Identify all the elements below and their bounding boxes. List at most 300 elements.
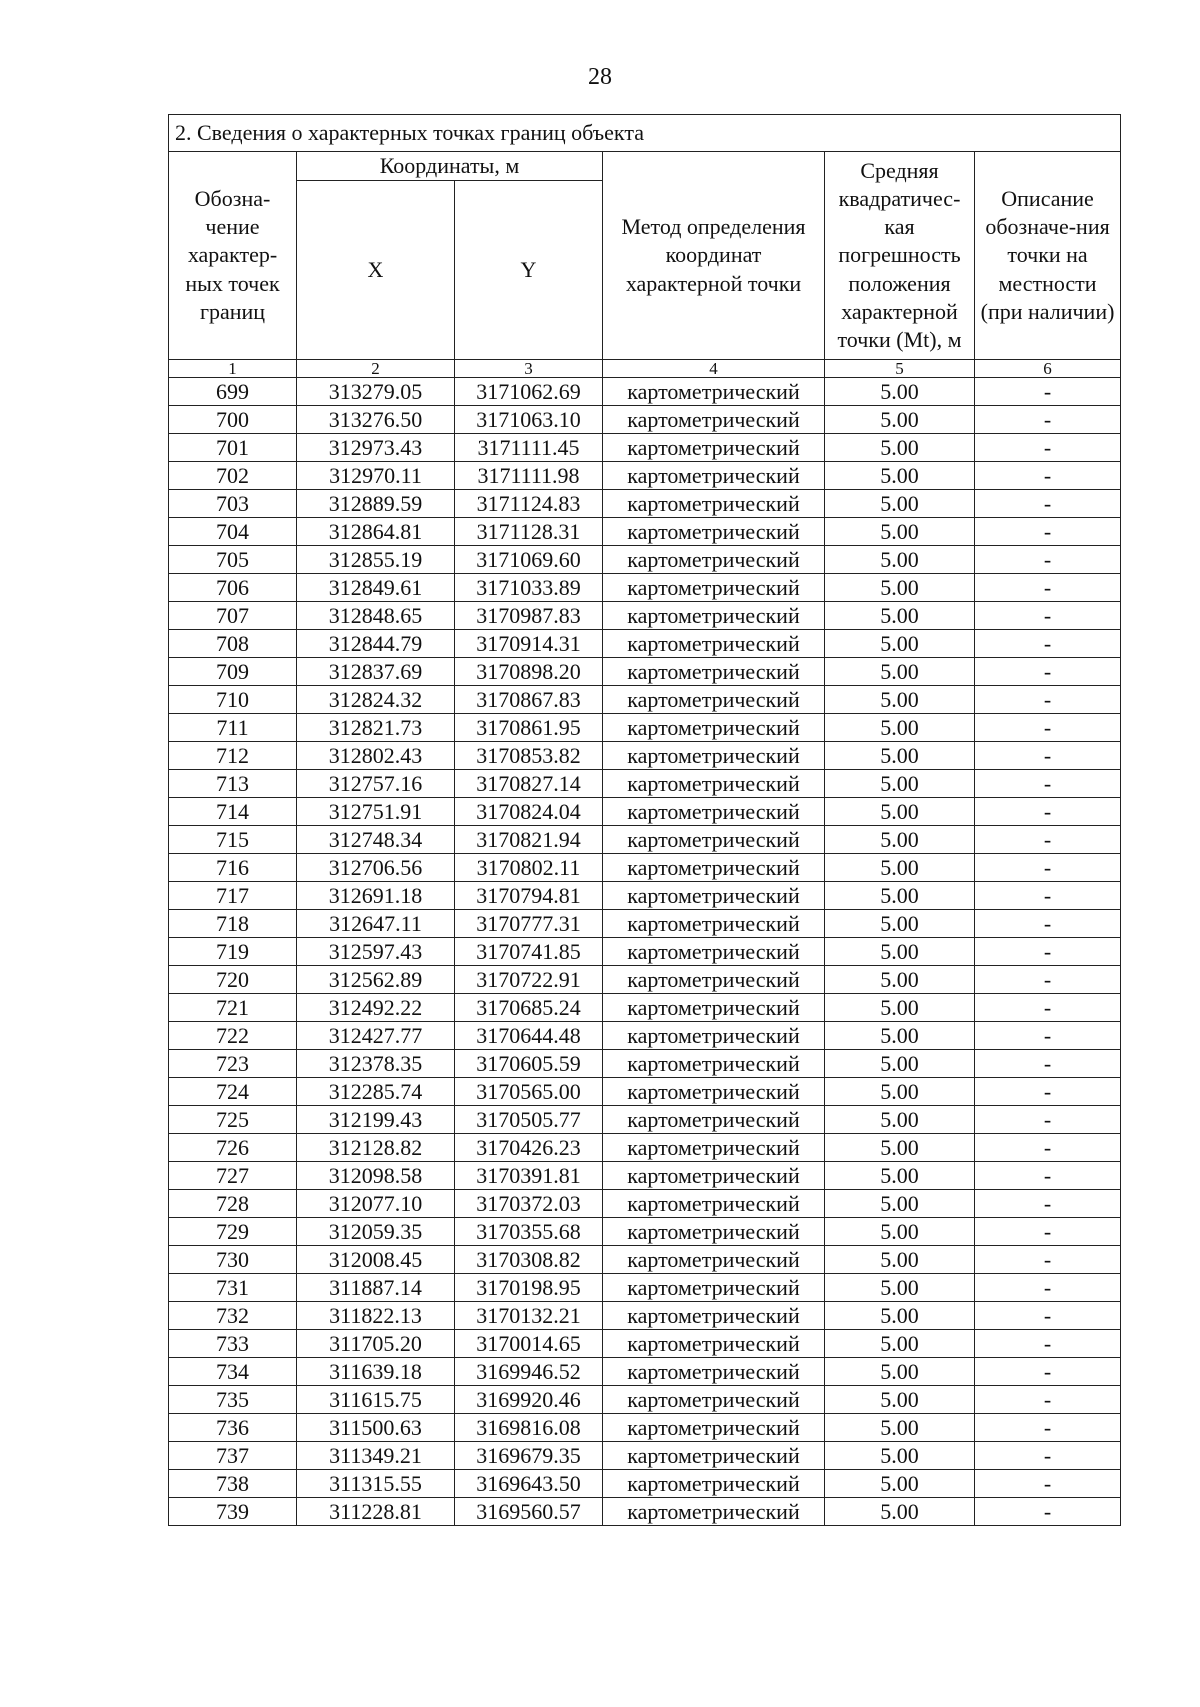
accuracy-cell: 5.00 xyxy=(825,1386,975,1414)
table-row xyxy=(169,1050,1121,1078)
y-coordinate-cell: 3170644.48 xyxy=(455,1022,603,1050)
section-title: 2. Сведения о характерных точках границ объекта xyxy=(169,115,1121,152)
method-cell: картометрический xyxy=(603,742,825,770)
table-row xyxy=(169,1414,1121,1442)
point-cell: 702 xyxy=(169,462,297,490)
description-cell: - xyxy=(975,462,1121,490)
method-cell: картометрический xyxy=(603,686,825,714)
accuracy-cell: 5.00 xyxy=(825,1442,975,1470)
y-coordinate-cell: 3170565.00 xyxy=(455,1078,603,1106)
table-row xyxy=(169,826,1121,854)
description-cell: - xyxy=(975,546,1121,574)
accuracy-cell: 5.00 xyxy=(825,1162,975,1190)
method-cell: картометрический xyxy=(603,1302,825,1330)
description-cell: - xyxy=(975,1386,1121,1414)
table-row xyxy=(169,882,1121,910)
accuracy-cell: 5.00 xyxy=(825,546,975,574)
point-cell: 713 xyxy=(169,770,297,798)
accuracy-cell: 5.00 xyxy=(825,406,975,434)
y-coordinate-cell: 3169643.50 xyxy=(455,1470,603,1498)
y-coordinate-cell: 3170821.94 xyxy=(455,826,603,854)
y-coordinate-cell: 3170014.65 xyxy=(455,1330,603,1358)
method-cell: картометрический xyxy=(603,658,825,686)
method-cell: картометрический xyxy=(603,1442,825,1470)
accuracy-cell: 5.00 xyxy=(825,1498,975,1526)
column-numbers-row xyxy=(169,360,1121,378)
accuracy-cell: 5.00 xyxy=(825,826,975,854)
method-cell: картометрический xyxy=(603,826,825,854)
point-cell: 731 xyxy=(169,1274,297,1302)
accuracy-cell: 5.00 xyxy=(825,602,975,630)
description-cell: - xyxy=(975,798,1121,826)
accuracy-cell: 5.00 xyxy=(825,1330,975,1358)
accuracy-cell: 5.00 xyxy=(825,1022,975,1050)
point-cell: 736 xyxy=(169,1414,297,1442)
point-cell: 735 xyxy=(169,1386,297,1414)
method-cell: картометрический xyxy=(603,546,825,574)
y-coordinate-cell: 3171033.89 xyxy=(455,574,603,602)
point-cell: 699 xyxy=(169,378,297,406)
table-row xyxy=(169,658,1121,686)
x-coordinate-cell: 312748.34 xyxy=(297,826,455,854)
x-coordinate-cell: 312378.35 xyxy=(297,1050,455,1078)
method-cell: картометрический xyxy=(603,714,825,742)
x-coordinate-cell: 311615.75 xyxy=(297,1386,455,1414)
point-cell: 711 xyxy=(169,714,297,742)
x-coordinate-cell: 312059.35 xyxy=(297,1218,455,1246)
method-cell: картометрический xyxy=(603,630,825,658)
point-cell: 739 xyxy=(169,1498,297,1526)
point-cell: 733 xyxy=(169,1330,297,1358)
description-cell: - xyxy=(975,1442,1121,1470)
accuracy-cell: 5.00 xyxy=(825,1274,975,1302)
table-row xyxy=(169,1162,1121,1190)
column-number: 1 xyxy=(169,360,297,378)
method-cell: картометрический xyxy=(603,378,825,406)
point-cell: 738 xyxy=(169,1470,297,1498)
x-coordinate-cell: 311349.21 xyxy=(297,1442,455,1470)
x-coordinate-cell: 312824.32 xyxy=(297,686,455,714)
description-cell: - xyxy=(975,714,1121,742)
description-cell: - xyxy=(975,490,1121,518)
point-cell: 705 xyxy=(169,546,297,574)
x-coordinate-cell: 312427.77 xyxy=(297,1022,455,1050)
table-row xyxy=(169,490,1121,518)
table-row xyxy=(169,1358,1121,1386)
x-coordinate-cell: 312492.22 xyxy=(297,994,455,1022)
x-coordinate-cell: 312098.58 xyxy=(297,1162,455,1190)
y-coordinate-cell: 3170685.24 xyxy=(455,994,603,1022)
y-coordinate-cell: 3170861.95 xyxy=(455,714,603,742)
x-coordinate-cell: 312757.16 xyxy=(297,770,455,798)
x-coordinate-cell: 312849.61 xyxy=(297,574,455,602)
description-cell: - xyxy=(975,938,1121,966)
point-cell: 706 xyxy=(169,574,297,602)
accuracy-cell: 5.00 xyxy=(825,1302,975,1330)
boundary-points-table xyxy=(168,114,1121,1526)
y-coordinate-cell: 3171111.45 xyxy=(455,434,603,462)
header-description: Описание обозначе-ния точки на местности (при наличии) xyxy=(975,152,1121,360)
table-row xyxy=(169,714,1121,742)
method-cell: картометрический xyxy=(603,938,825,966)
accuracy-cell: 5.00 xyxy=(825,1218,975,1246)
point-cell: 728 xyxy=(169,1190,297,1218)
x-coordinate-cell: 311887.14 xyxy=(297,1274,455,1302)
description-cell: - xyxy=(975,1218,1121,1246)
column-number: 3 xyxy=(455,360,603,378)
description-cell: - xyxy=(975,994,1121,1022)
accuracy-cell: 5.00 xyxy=(825,854,975,882)
description-cell: - xyxy=(975,742,1121,770)
y-coordinate-cell: 3171063.10 xyxy=(455,406,603,434)
x-coordinate-cell: 312855.19 xyxy=(297,546,455,574)
header-y: Y xyxy=(455,181,603,360)
x-coordinate-cell: 312837.69 xyxy=(297,658,455,686)
x-coordinate-cell: 312008.45 xyxy=(297,1246,455,1274)
accuracy-cell: 5.00 xyxy=(825,1106,975,1134)
y-coordinate-cell: 3170372.03 xyxy=(455,1190,603,1218)
point-cell: 726 xyxy=(169,1134,297,1162)
point-cell: 720 xyxy=(169,966,297,994)
header-row xyxy=(169,152,1121,181)
table-row xyxy=(169,1134,1121,1162)
accuracy-cell: 5.00 xyxy=(825,434,975,462)
accuracy-cell: 5.00 xyxy=(825,714,975,742)
method-cell: картометрический xyxy=(603,490,825,518)
header-x: X xyxy=(297,181,455,360)
description-cell: - xyxy=(975,630,1121,658)
table-row xyxy=(169,910,1121,938)
table-row xyxy=(169,518,1121,546)
x-coordinate-cell: 312802.43 xyxy=(297,742,455,770)
method-cell: картометрический xyxy=(603,1190,825,1218)
point-cell: 729 xyxy=(169,1218,297,1246)
point-cell: 712 xyxy=(169,742,297,770)
method-cell: картометрический xyxy=(603,770,825,798)
y-coordinate-cell: 3171124.83 xyxy=(455,490,603,518)
point-cell: 710 xyxy=(169,686,297,714)
y-coordinate-cell: 3170987.83 xyxy=(455,602,603,630)
header-method: Метод определения координат характерной точки xyxy=(603,152,825,360)
accuracy-cell: 5.00 xyxy=(825,1134,975,1162)
table-row xyxy=(169,1218,1121,1246)
header-coordinates: Координаты, м xyxy=(297,152,603,181)
point-cell: 727 xyxy=(169,1162,297,1190)
table-row xyxy=(169,1498,1121,1526)
method-cell: картометрический xyxy=(603,1078,825,1106)
description-cell: - xyxy=(975,1498,1121,1526)
point-cell: 724 xyxy=(169,1078,297,1106)
accuracy-cell: 5.00 xyxy=(825,378,975,406)
description-cell: - xyxy=(975,406,1121,434)
method-cell: картометрический xyxy=(603,1022,825,1050)
x-coordinate-cell: 311315.55 xyxy=(297,1470,455,1498)
x-coordinate-cell: 311705.20 xyxy=(297,1330,455,1358)
point-cell: 701 xyxy=(169,434,297,462)
table-row xyxy=(169,462,1121,490)
table-row xyxy=(169,770,1121,798)
y-coordinate-cell: 3170198.95 xyxy=(455,1274,603,1302)
point-cell: 716 xyxy=(169,854,297,882)
point-cell: 715 xyxy=(169,826,297,854)
description-cell: - xyxy=(975,574,1121,602)
point-cell: 723 xyxy=(169,1050,297,1078)
method-cell: картометрический xyxy=(603,462,825,490)
x-coordinate-cell: 312647.11 xyxy=(297,910,455,938)
accuracy-cell: 5.00 xyxy=(825,910,975,938)
y-coordinate-cell: 3171062.69 xyxy=(455,378,603,406)
x-coordinate-cell: 312970.11 xyxy=(297,462,455,490)
accuracy-cell: 5.00 xyxy=(825,770,975,798)
x-coordinate-cell: 312128.82 xyxy=(297,1134,455,1162)
description-cell: - xyxy=(975,966,1121,994)
accuracy-cell: 5.00 xyxy=(825,518,975,546)
table-row xyxy=(169,1106,1121,1134)
header-designation: Обозна-чение характер-ных точек границ xyxy=(169,152,297,360)
table-row xyxy=(169,1302,1121,1330)
column-number: 4 xyxy=(603,360,825,378)
table-row xyxy=(169,1470,1121,1498)
method-cell: картометрический xyxy=(603,434,825,462)
description-cell: - xyxy=(975,1078,1121,1106)
method-cell: картометрический xyxy=(603,1162,825,1190)
point-cell: 721 xyxy=(169,994,297,1022)
x-coordinate-cell: 311822.13 xyxy=(297,1302,455,1330)
table-row xyxy=(169,1274,1121,1302)
table-row xyxy=(169,1078,1121,1106)
x-coordinate-cell: 312821.73 xyxy=(297,714,455,742)
description-cell: - xyxy=(975,1106,1121,1134)
point-cell: 700 xyxy=(169,406,297,434)
description-cell: - xyxy=(975,1246,1121,1274)
method-cell: картометрический xyxy=(603,602,825,630)
method-cell: картометрический xyxy=(603,1218,825,1246)
method-cell: картометрический xyxy=(603,1050,825,1078)
accuracy-cell: 5.00 xyxy=(825,882,975,910)
y-coordinate-cell: 3170391.81 xyxy=(455,1162,603,1190)
description-cell: - xyxy=(975,1022,1121,1050)
method-cell: картометрический xyxy=(603,1274,825,1302)
point-cell: 719 xyxy=(169,938,297,966)
method-cell: картометрический xyxy=(603,854,825,882)
x-coordinate-cell: 312597.43 xyxy=(297,938,455,966)
y-coordinate-cell: 3170355.68 xyxy=(455,1218,603,1246)
method-cell: картометрический xyxy=(603,518,825,546)
y-coordinate-cell: 3169946.52 xyxy=(455,1358,603,1386)
point-cell: 722 xyxy=(169,1022,297,1050)
description-cell: - xyxy=(975,826,1121,854)
point-cell: 714 xyxy=(169,798,297,826)
table-row xyxy=(169,574,1121,602)
description-cell: - xyxy=(975,1162,1121,1190)
description-cell: - xyxy=(975,434,1121,462)
description-cell: - xyxy=(975,1190,1121,1218)
table-row xyxy=(169,994,1121,1022)
y-coordinate-cell: 3170741.85 xyxy=(455,938,603,966)
x-coordinate-cell: 312973.43 xyxy=(297,434,455,462)
description-cell: - xyxy=(975,882,1121,910)
x-coordinate-cell: 312199.43 xyxy=(297,1106,455,1134)
description-cell: - xyxy=(975,1302,1121,1330)
table-row xyxy=(169,798,1121,826)
table-row xyxy=(169,546,1121,574)
x-coordinate-cell: 312077.10 xyxy=(297,1190,455,1218)
x-coordinate-cell: 312844.79 xyxy=(297,630,455,658)
method-cell: картометрический xyxy=(603,966,825,994)
header-accuracy: Средняя квадратичес-кая погрешность положения характерной точки (Mt), м xyxy=(825,152,975,360)
accuracy-cell: 5.00 xyxy=(825,686,975,714)
table-row xyxy=(169,630,1121,658)
method-cell: картометрический xyxy=(603,882,825,910)
description-cell: - xyxy=(975,686,1121,714)
point-cell: 704 xyxy=(169,518,297,546)
table-row xyxy=(169,1190,1121,1218)
point-cell: 730 xyxy=(169,1246,297,1274)
table-row xyxy=(169,1246,1121,1274)
description-cell: - xyxy=(975,1470,1121,1498)
y-coordinate-cell: 3170824.04 xyxy=(455,798,603,826)
table-row xyxy=(169,966,1121,994)
accuracy-cell: 5.00 xyxy=(825,966,975,994)
x-coordinate-cell: 311639.18 xyxy=(297,1358,455,1386)
method-cell: картометрический xyxy=(603,1358,825,1386)
x-coordinate-cell: 313279.05 xyxy=(297,378,455,406)
table-row xyxy=(169,1386,1121,1414)
description-cell: - xyxy=(975,658,1121,686)
table-row xyxy=(169,602,1121,630)
method-cell: картометрический xyxy=(603,1134,825,1162)
method-cell: картометрический xyxy=(603,1246,825,1274)
y-coordinate-cell: 3169816.08 xyxy=(455,1414,603,1442)
y-coordinate-cell: 3170802.11 xyxy=(455,854,603,882)
point-cell: 709 xyxy=(169,658,297,686)
x-coordinate-cell: 312751.91 xyxy=(297,798,455,826)
point-cell: 703 xyxy=(169,490,297,518)
x-coordinate-cell: 312889.59 xyxy=(297,490,455,518)
column-number: 6 xyxy=(975,360,1121,378)
x-coordinate-cell: 311500.63 xyxy=(297,1414,455,1442)
x-coordinate-cell: 312848.65 xyxy=(297,602,455,630)
point-cell: 717 xyxy=(169,882,297,910)
y-coordinate-cell: 3170505.77 xyxy=(455,1106,603,1134)
table-row xyxy=(169,686,1121,714)
point-cell: 725 xyxy=(169,1106,297,1134)
y-coordinate-cell: 3170827.14 xyxy=(455,770,603,798)
accuracy-cell: 5.00 xyxy=(825,938,975,966)
description-cell: - xyxy=(975,602,1121,630)
accuracy-cell: 5.00 xyxy=(825,630,975,658)
point-cell: 732 xyxy=(169,1302,297,1330)
y-coordinate-cell: 3171069.60 xyxy=(455,546,603,574)
method-cell: картометрический xyxy=(603,994,825,1022)
y-coordinate-cell: 3170132.21 xyxy=(455,1302,603,1330)
method-cell: картометрический xyxy=(603,1386,825,1414)
y-coordinate-cell: 3170914.31 xyxy=(455,630,603,658)
accuracy-cell: 5.00 xyxy=(825,1050,975,1078)
accuracy-cell: 5.00 xyxy=(825,490,975,518)
description-cell: - xyxy=(975,518,1121,546)
table-row xyxy=(169,1442,1121,1470)
y-coordinate-cell: 3170605.59 xyxy=(455,1050,603,1078)
accuracy-cell: 5.00 xyxy=(825,1078,975,1106)
method-cell: картометрический xyxy=(603,910,825,938)
description-cell: - xyxy=(975,770,1121,798)
y-coordinate-cell: 3170867.83 xyxy=(455,686,603,714)
point-cell: 737 xyxy=(169,1442,297,1470)
description-cell: - xyxy=(975,854,1121,882)
accuracy-cell: 5.00 xyxy=(825,994,975,1022)
x-coordinate-cell: 313276.50 xyxy=(297,406,455,434)
x-coordinate-cell: 311228.81 xyxy=(297,1498,455,1526)
accuracy-cell: 5.00 xyxy=(825,1470,975,1498)
page-number: 28 xyxy=(588,64,612,90)
accuracy-cell: 5.00 xyxy=(825,658,975,686)
method-cell: картометрический xyxy=(603,1414,825,1442)
point-cell: 707 xyxy=(169,602,297,630)
point-cell: 718 xyxy=(169,910,297,938)
x-coordinate-cell: 312864.81 xyxy=(297,518,455,546)
method-cell: картометрический xyxy=(603,1330,825,1358)
y-coordinate-cell: 3170898.20 xyxy=(455,658,603,686)
method-cell: картометрический xyxy=(603,574,825,602)
table-row xyxy=(169,854,1121,882)
x-coordinate-cell: 312562.89 xyxy=(297,966,455,994)
accuracy-cell: 5.00 xyxy=(825,1358,975,1386)
point-cell: 734 xyxy=(169,1358,297,1386)
description-cell: - xyxy=(975,1274,1121,1302)
accuracy-cell: 5.00 xyxy=(825,798,975,826)
y-coordinate-cell: 3169920.46 xyxy=(455,1386,603,1414)
column-number: 2 xyxy=(297,360,455,378)
description-cell: - xyxy=(975,378,1121,406)
section-title-row xyxy=(169,115,1121,152)
description-cell: - xyxy=(975,910,1121,938)
y-coordinate-cell: 3169560.57 xyxy=(455,1498,603,1526)
description-cell: - xyxy=(975,1358,1121,1386)
table-row xyxy=(169,406,1121,434)
table-row xyxy=(169,434,1121,462)
table-row xyxy=(169,378,1121,406)
y-coordinate-cell: 3171111.98 xyxy=(455,462,603,490)
y-coordinate-cell: 3170722.91 xyxy=(455,966,603,994)
method-cell: картометрический xyxy=(603,406,825,434)
table-row xyxy=(169,1022,1121,1050)
column-number: 5 xyxy=(825,360,975,378)
y-coordinate-cell: 3170777.31 xyxy=(455,910,603,938)
accuracy-cell: 5.00 xyxy=(825,462,975,490)
x-coordinate-cell: 312691.18 xyxy=(297,882,455,910)
method-cell: картометрический xyxy=(603,1470,825,1498)
x-coordinate-cell: 312706.56 xyxy=(297,854,455,882)
description-cell: - xyxy=(975,1414,1121,1442)
accuracy-cell: 5.00 xyxy=(825,1414,975,1442)
y-coordinate-cell: 3170794.81 xyxy=(455,882,603,910)
table-row xyxy=(169,742,1121,770)
description-cell: - xyxy=(975,1330,1121,1358)
y-coordinate-cell: 3169679.35 xyxy=(455,1442,603,1470)
accuracy-cell: 5.00 xyxy=(825,1246,975,1274)
accuracy-cell: 5.00 xyxy=(825,742,975,770)
method-cell: картометрический xyxy=(603,1498,825,1526)
x-coordinate-cell: 312285.74 xyxy=(297,1078,455,1106)
table-row xyxy=(169,1330,1121,1358)
y-coordinate-cell: 3170308.82 xyxy=(455,1246,603,1274)
accuracy-cell: 5.00 xyxy=(825,1190,975,1218)
description-cell: - xyxy=(975,1134,1121,1162)
y-coordinate-cell: 3170853.82 xyxy=(455,742,603,770)
accuracy-cell: 5.00 xyxy=(825,574,975,602)
description-cell: - xyxy=(975,1050,1121,1078)
